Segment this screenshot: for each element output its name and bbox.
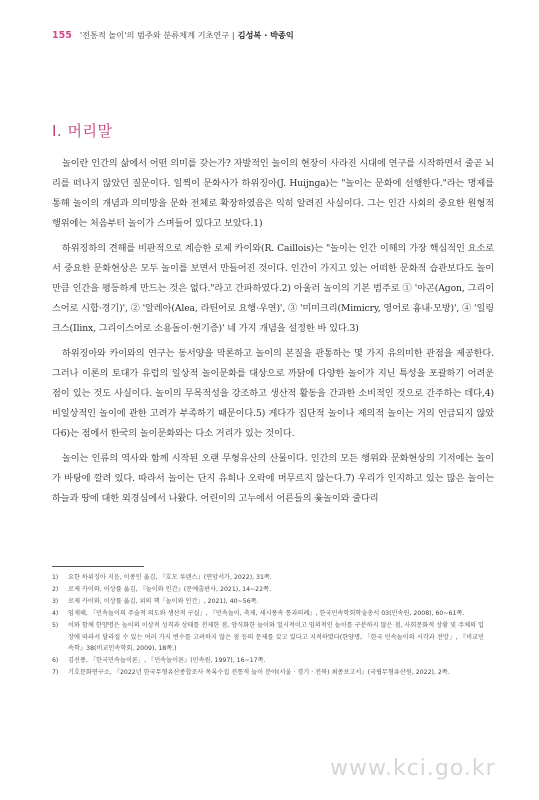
footnote-text: 기호문화연구소, 『2022년 한국무형유산종합조사 목록수집 전통적 놀이 분야(서울 · 경기 · 전북) 최종보고서』(국립무형유산원, 2022), 2쪽. <box>68 669 450 676</box>
paragraph: 하위징하의 견해를 비판적으로 계승한 로제 카이와(R. Caillois)는 "놀이는 인간 이해의 가장 핵심적인 요소로서 중요한 문화현상은 모두 놀이를 보면서 만들어진 것이다. 인간이 가지고 있는 어떠한 문화적 습관보다도 놀이만큼 인간을 평등하게 만드는 것은 없다."라고 간파하였다.2) 아울러 놀이의 기본 범주로 ① '아곤(Agon, 그리이스어로 시합·경기)', ② '알레아(Alea, 라틴어로 요행·우연)', ③ '미미크리(Mimicry, 영어로 흉내·모방)', ④ '일링크스(Ilinx, 그리이스어로 소용돌이·현기증)' 네 가지 개념을 설정한 바 있다.3) <box>52 243 494 334</box>
footnote-text: 로제 카이와, 이상률 옮김, 『놀이와 인간』(문예출판사, 2021), 14~22쪽. <box>68 586 272 593</box>
footnotes <box>52 572 484 679</box>
footnote <box>52 655 484 667</box>
kci-watermark: www.kci.go.kr <box>330 756 496 781</box>
article-authors: 김성복 · 박종익 <box>237 29 294 40</box>
footnote-number: 1) <box>52 574 59 581</box>
footnote <box>52 596 484 608</box>
footnote <box>52 667 484 679</box>
footnote <box>52 584 484 596</box>
page-number: 155 <box>52 29 72 41</box>
footnote-text: 이와 함께 한양명은 놀이의 이상적 성격과 상태를 전제한 점, 양식화한 놀이와 일시적이고 임의적인 놀이를 구분하지 않은 점, 사회문화적 상황 및 주체의 입장에 따라서 달라질 수 있는 여러 가지 변수를 고려하지 않은 점 등의 문제를 갖고 있다고 지적하였다(한양명, 「한국 민속놀이의 시각과 전망」, 『비교민속학』38(비교민속학회, 2009), 18쪽.) <box>68 622 484 652</box>
footnote-number: 5) <box>52 622 59 629</box>
paragraph: 놀이는 인류의 역사와 함께 시작된 오랜 무형유산의 산물이다. 인간의 모든 행위와 문화현상의 기저에는 놀이가 바탕에 깔려 있다. 따라서 놀이는 단지 유희나 오락에 머무르지 않는다.7) 우리가 인지하고 있는 많은 놀이는 하늘과 땅에 대한 외경심에서 나왔다. 어린이의 고누에서 어른들의 윷놀이와 줄다리 <box>52 453 494 504</box>
footnote-number: 3) <box>52 598 59 605</box>
paragraph: 놀이란 인간의 삶에서 어떤 의미를 갖는가? 자발적인 놀이의 현장이 사라진 시대에 연구를 시작하면서 줄곧 뇌리를 떠나지 않았던 질문이다. 일찍이 문화사가 하위징아(J. Huijnga)는 "놀이는 문화에 선행한다."라는 명제를 통해 놀이의 개념과 의미망을 문화 전체로 확장하였음은 익히 알려진 사실이다. 그는 인간 사회의 중요한 원형적 행위에는 처음부터 놀이가 스며들어 있다고 보았다.1) <box>52 158 494 229</box>
footnote-number: 7) <box>52 669 59 676</box>
footnote <box>52 608 484 620</box>
footnote <box>52 620 484 655</box>
footnote-number: 4) <box>52 610 59 617</box>
paragraph: 하위징아와 카이와의 연구는 동서양을 막론하고 놀이의 본질을 관통하는 몇 가지 유의미한 관점을 제공한다. 그러나 이론의 토대가 유럽의 일상적 놀이문화를 대상으로 까닭에 다양한 놀이가 지닌 특성을 포괄하기 어려운 점이 있는 것도 사실이다. 놀이의 무목적성을 강조하고 생산적 활동을 간과한 소비적인 것으로 간주하는 데다,4) 비일상적인 놀이에 관한 고려가 부족하기 때문이다.5) 게다가 집단적 놀이나 제의적 놀이는 거의 언급되지 않았다6)는 점에서 한국의 놀이문화와는 다소 거리가 있는 것이다. <box>52 348 494 439</box>
journal-article-title: '전통적 놀이'의 범주와 분류체계 기초연구 | <box>79 29 235 40</box>
section-heading: I. 머리말 <box>52 122 113 140</box>
footnote-text: 김선풍, 「한국민속놀이론」, 『민속놀이론』(민속원, 1997), 16~17쪽. <box>68 657 266 664</box>
footnote-divider <box>52 566 144 567</box>
footnote-number: 6) <box>52 657 59 664</box>
footnote-number: 2) <box>52 586 59 593</box>
footnote-text: 임재해, 「민속놀이의 주술적 의도와 생산적 구실」, 『민속놀이, 축제, 세시풍속 통과의례』, 한국민속학회학술총서 03(민속원, 2008), 60~61쪽. <box>68 610 465 617</box>
body-text <box>52 154 494 514</box>
running-header <box>52 26 499 44</box>
footnote-text: 요한 하위징아 지음, 이종인 옮김, 『호모 루덴스』(연암서가, 2022), 31쪽. <box>68 574 272 581</box>
footnote <box>52 572 484 584</box>
footnote-text: 로제 카이와, 이상률 옮김, 위의 책「놀이와 인간」, 2021), 40~56쪽. <box>68 598 259 605</box>
